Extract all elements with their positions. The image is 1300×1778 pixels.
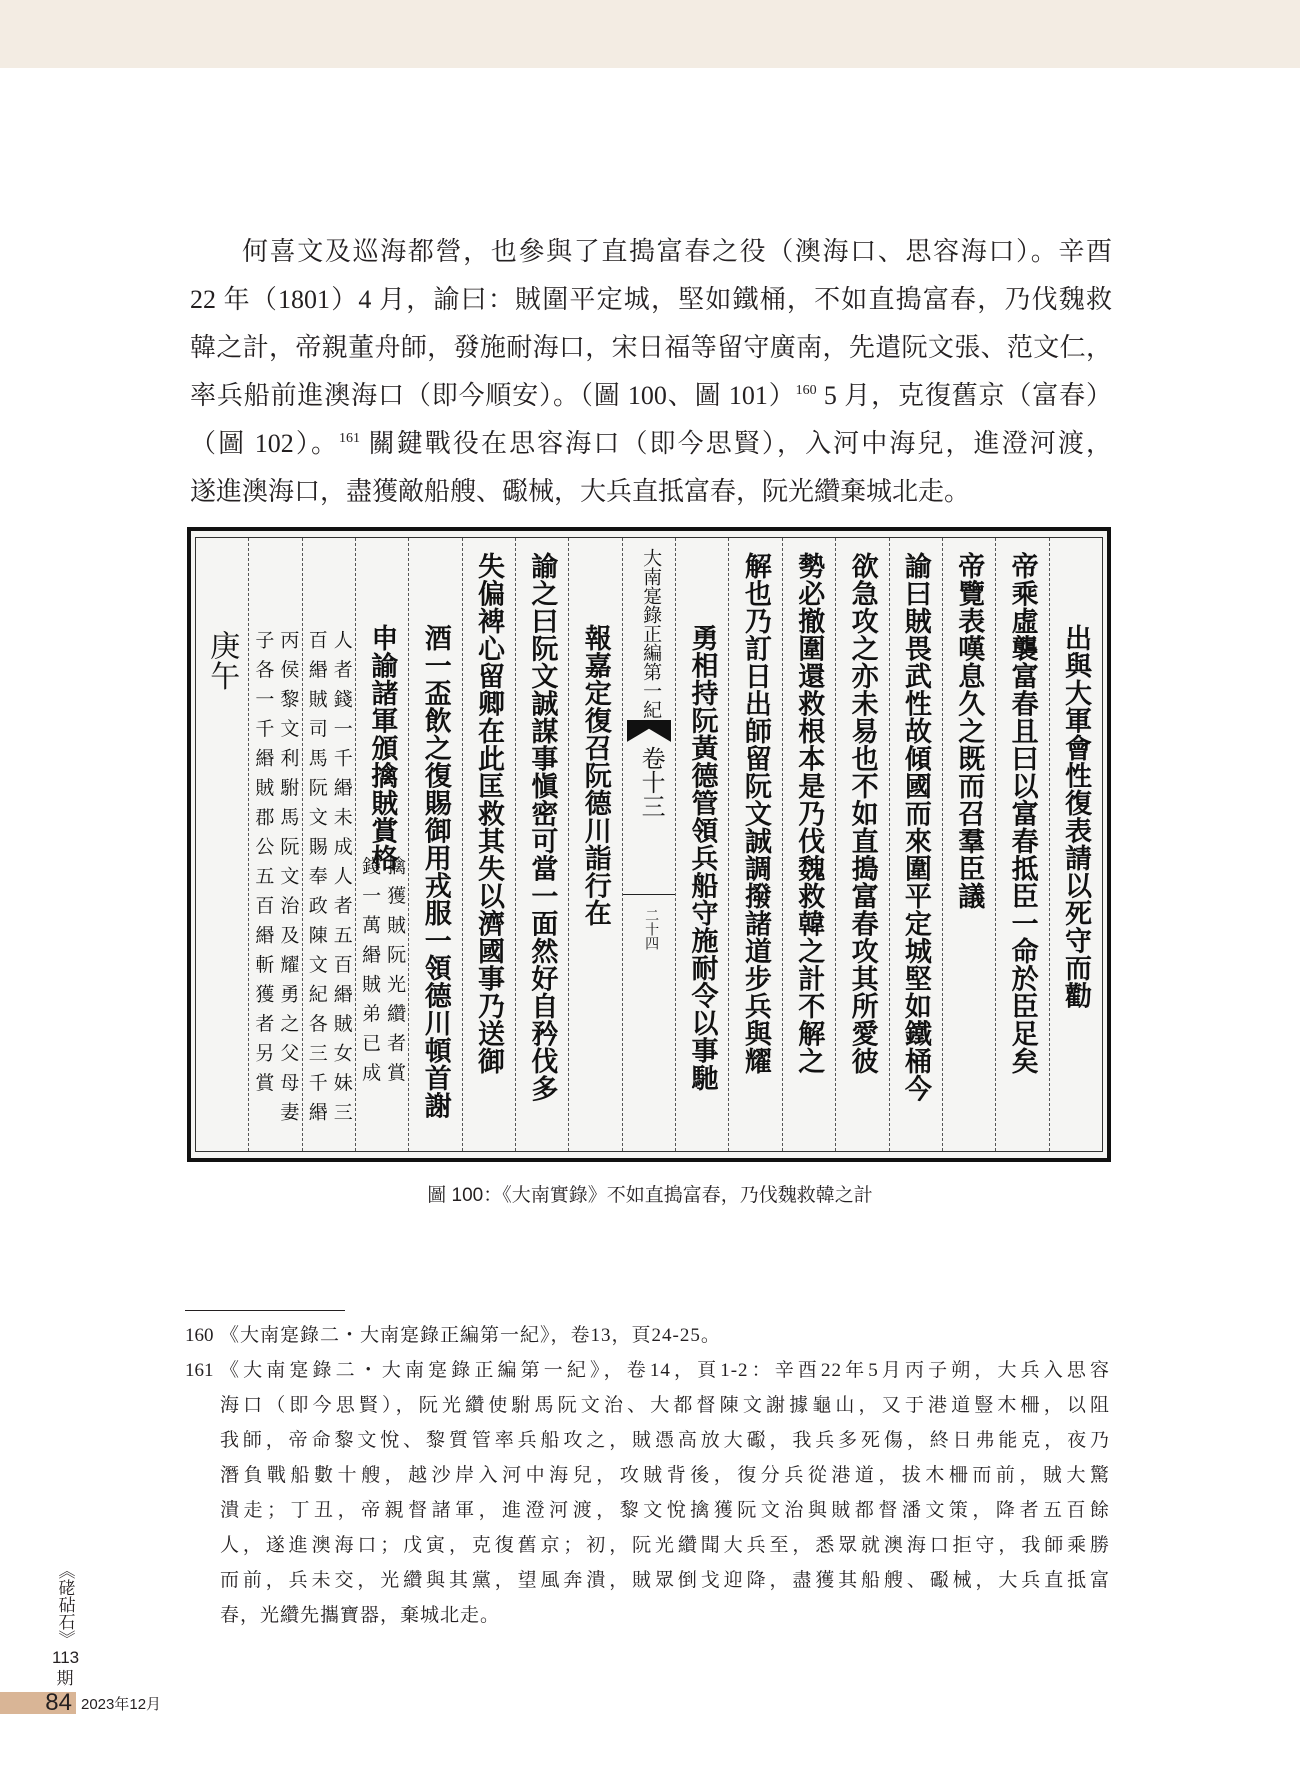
text-run: 率兵船前進澳海口（即今順安）。（圖 100、圖 101）	[190, 381, 796, 410]
footnote-line: 潰走；丁丑，帝親督諸軍，進澄河渡，黎文悅擒獲阮文治與賊都督潘文策，降者五百餘	[220, 1500, 1110, 1521]
footnote	[185, 1353, 1110, 1633]
annotation-notes	[249, 630, 301, 1132]
scan-column	[622, 538, 675, 1151]
annotation-line: 百緡賊司馬阮文賜奉政陳文紀各三千緡	[305, 630, 327, 1132]
column-text: 勇相持阮黃德管領兵船守施耐令以事馳	[686, 624, 718, 1092]
scan-column	[942, 538, 995, 1151]
column-text: 失偏裨心留卿在此匡救其失以濟國事乃送御	[473, 552, 505, 1075]
scan-column	[355, 538, 408, 1151]
text-run: 韓之計，帝親董舟師，發施耐海口，宋日福等留守廣南，先遣阮文張、范文仁，	[190, 333, 1112, 362]
figure-caption: 圖 100：《大南實錄》不如直搗富春，乃伐魏救韓之計	[427, 1185, 873, 1206]
issue-date: 2023年12月	[81, 1696, 162, 1713]
column-text: 帝乘虛襲富春且曰以富春抵臣一命於臣足矣	[1006, 552, 1038, 1075]
leaf-number: 二十四	[643, 908, 659, 950]
annotation-line: 人者錢一千緡未成人者五百緡賊女妹三	[330, 630, 352, 1132]
column-text: 勢必撤圍還救根本是乃伐魏救韓之計不解之	[793, 552, 825, 1075]
annotation-line: 子各一千緡賊郡公五百緡斬獲者另賞	[252, 630, 274, 1102]
footnote-line: 海口（即今思賢），阮光纘使駙馬阮文治、大都督陳文謝據龜山，又于港道豎木柵，以阻	[220, 1395, 1110, 1416]
journal-title: 《硓砧石》	[55, 1562, 75, 1647]
volume-title: 大南寔錄正編第一紀	[640, 548, 662, 719]
header-band	[0, 0, 1300, 68]
scan-column	[1049, 538, 1102, 1151]
text-run: 22 年（1801）4 月，諭曰：賊圍平定城，堅如鐵桶，不如直搗富春，乃伐魏救	[190, 285, 1112, 314]
scan-column	[196, 538, 248, 1151]
text-run: 5 月，克復舊京（富春）	[816, 381, 1112, 410]
footnote-line: 《大南寔錄二・大南寔錄正編第一紀》，卷14，頁1-2：辛酉22年5月丙子朔，大兵入思容	[220, 1360, 1110, 1381]
column-text: 解也乃訂日出師留阮文誠調撥諸道步兵與耀	[739, 552, 771, 1075]
scan-column	[302, 538, 355, 1151]
scan-columns	[195, 537, 1103, 1152]
footnote-ref: 161	[339, 431, 361, 446]
annotation-line: 擒獲賊阮光纘者賞	[384, 856, 406, 1092]
scan-column	[462, 538, 515, 1151]
scan-column	[782, 538, 835, 1151]
journal-issue-unit: 期	[56, 1669, 74, 1688]
scan-column	[675, 538, 728, 1151]
annotation-line: 錢一萬緡賊弟已成	[359, 856, 381, 1092]
footnote-number: 160	[185, 1325, 214, 1346]
fishtail-mark	[627, 720, 671, 742]
figure-100-scan	[187, 527, 1111, 1162]
column-text: 庚午	[204, 630, 240, 691]
column-text: 出與大軍會性復表請以死守而勸	[1060, 624, 1091, 1009]
footnote-line: 我師，帝命黎文悅、黎質管率兵船攻之，賊憑高放大礟，我兵多死傷，終日弗能克，夜乃	[220, 1430, 1110, 1451]
footnote-line: 而前，兵未交，光纘與其黨，望風奔潰，賊眾倒戈迎降，盡獲其船艘、礟械，大兵直抵富	[220, 1570, 1110, 1591]
body-paragraph	[190, 228, 1112, 516]
page-number-bar	[0, 1689, 76, 1716]
column-text: 欲急攻之亦未易也不如直搗富春攻其所愛彼	[846, 552, 878, 1075]
footnote-line: 春，光纘先攜寶器，棄城北走。	[220, 1605, 501, 1626]
column-text: 報嘉定復召阮德川詣行在	[579, 624, 611, 927]
column-text: 諭之曰阮文誠謀事愼密可當一面然好自矜伐多	[526, 552, 558, 1102]
volume-number: 卷十三	[637, 746, 664, 818]
scan-column	[515, 538, 568, 1151]
journal-issue: 113	[52, 1648, 80, 1667]
column-text: 酒一盃飲之復賜御用戎服一領德川頓首謝	[419, 624, 451, 1119]
footnote-ref: 160	[795, 383, 817, 398]
scan-column	[835, 538, 888, 1151]
paragraph-line	[190, 372, 1112, 420]
text-run: 何喜文及巡海都營，也參與了直搗富春之役（澳海口、思容海口）。辛酉	[242, 237, 1112, 266]
footnote-line: 潛負戰船數十艘，越沙岸入河中海兒，攻賊背後，復分兵從港道，拔木柵而前，賊大驚	[220, 1465, 1110, 1486]
text-run: 關鍵戰役在思容海口（即今思賢），入河中海兒，進澄河渡，	[360, 429, 1112, 458]
column-text: 帝覽表嘆息久之既而召羣臣議	[953, 552, 985, 910]
scan-column	[728, 538, 781, 1151]
footnote	[185, 1318, 1110, 1353]
column-text: 諭曰賊畏武性故傾國而來圍平定城堅如鐵桶今	[899, 552, 931, 1102]
column-rule	[623, 894, 675, 895]
scan-column	[248, 538, 301, 1151]
scan-column	[408, 538, 461, 1151]
column-text: 申諭諸軍頒擒賊賞格	[366, 624, 398, 872]
footnote-divider	[185, 1310, 345, 1311]
text-run: 遂進澳海口，盡獲敵船艘、礟械，大兵直抵富春，阮光纘棄城北走。	[190, 477, 971, 506]
annotation-notes	[356, 856, 408, 1092]
journal-side-label	[52, 1562, 78, 1689]
paragraph-line	[190, 420, 1112, 468]
paragraph-line	[190, 324, 1112, 372]
scan-column	[889, 538, 942, 1151]
footnote-number: 161	[185, 1360, 214, 1381]
footnote-line: 人，遂進澳海口；戊寅，克復舊京；初，阮光纘聞大兵至，悉眾就澳海口拒守，我師乘勝	[220, 1535, 1110, 1556]
footnote-line: 《大南寔錄二・大南寔錄正編第一紀》，卷13，頁24-25。	[220, 1325, 721, 1346]
text-run: （圖 102）。	[190, 429, 340, 458]
paragraph-line	[190, 276, 1112, 324]
scan-column	[568, 538, 621, 1151]
annotation-line: 丙侯黎文利駙馬阮文治及耀勇之父母妻	[277, 630, 299, 1132]
scan-column	[995, 538, 1048, 1151]
page-number: 84	[45, 1689, 72, 1716]
annotation-notes	[303, 630, 355, 1132]
paragraph-line	[190, 468, 1112, 516]
paragraph-line	[190, 228, 1112, 276]
